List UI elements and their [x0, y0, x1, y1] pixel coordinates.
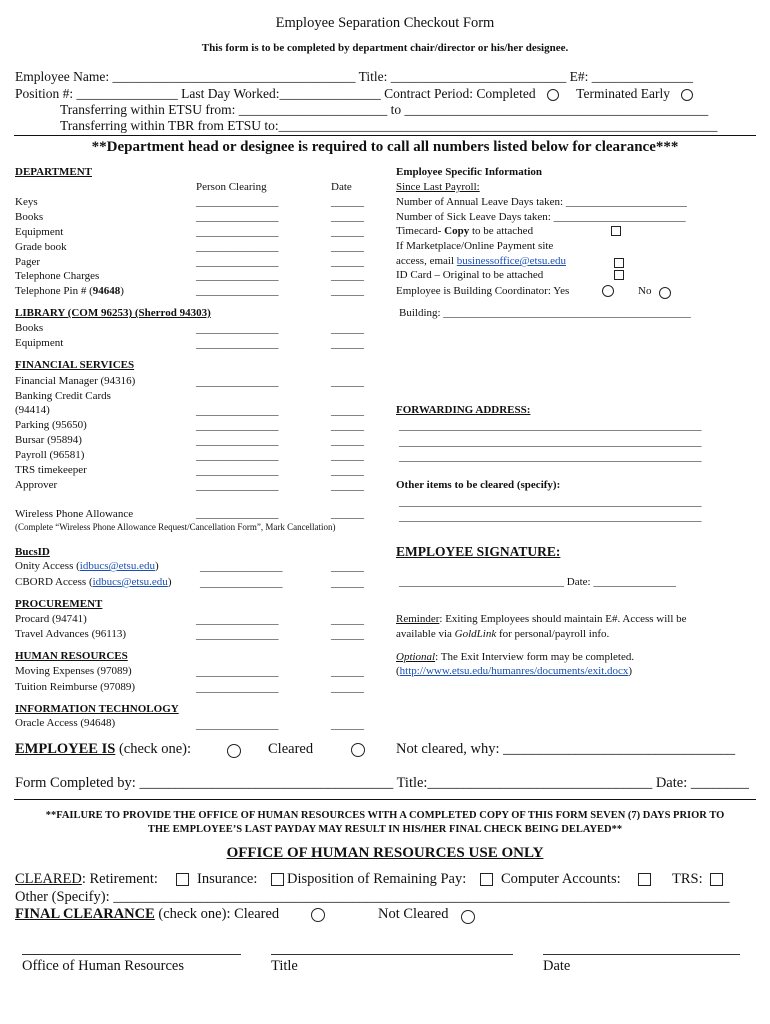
position-line: Position #: _______________ Last Day Worked:_______________ Contract Period: Completed — [15, 86, 536, 101]
date-blank[interactable]: ______ — [331, 256, 364, 268]
date-blank[interactable]: ______ — [331, 450, 364, 462]
person-blank[interactable]: _______________ — [196, 338, 279, 350]
onity-email-link[interactable]: idbucs@etsu.edu — [79, 560, 155, 572]
insurance-label: Insurance: — [197, 871, 258, 887]
person-blank[interactable]: _______________ — [196, 450, 279, 462]
transfer-tbr-field[interactable]: Transferring within TBR from ETSU to:_________________________________________________________________ — [60, 118, 718, 133]
person-blank[interactable]: _______________ — [196, 405, 279, 417]
final-cleared-label: (check one): Cleared — [154, 906, 280, 922]
financial-item: Banking Credit Cards — [15, 390, 111, 402]
url-close: ) — [628, 665, 633, 677]
marketplace-label: If Marketplace/Online Payment site — [396, 240, 554, 252]
person-blank[interactable]: _______________ — [196, 508, 279, 520]
employee-is-heading: EMPLOYEE IS — [15, 741, 116, 757]
date-label: Date — [543, 958, 571, 974]
timecard-post: to be attached — [469, 225, 534, 237]
timecard-copy: Copy — [444, 225, 470, 237]
date-blank[interactable]: ______ — [331, 338, 364, 350]
divider — [14, 799, 756, 800]
disposition-checkbox[interactable] — [480, 873, 493, 886]
date-blank[interactable]: ______ — [331, 480, 364, 492]
timecard-label — [396, 225, 533, 237]
date-blank[interactable]: ______ — [331, 577, 364, 589]
person-blank[interactable]: _______________ — [196, 196, 279, 208]
financial-item: Approver — [15, 479, 58, 491]
access-pre: access, email — [396, 255, 457, 267]
financial-item: Parking (95650) — [15, 419, 87, 431]
failure-notice-line-1: **FAILURE TO PROVIDE THE OFFICE OF HUMAN RESOURCES WITH A COMPLETED COPY OF THIS FORM SEVEN (7) DAYS PRIOR TO — [45, 810, 725, 821]
other-items-line[interactable]: _______________________________________________________ — [399, 511, 702, 523]
retirement-label: : Retirement: — [81, 871, 158, 887]
reminder-text — [396, 613, 687, 625]
procurement-heading: PROCUREMENT — [15, 598, 103, 610]
dept-item-books: Books — [15, 211, 44, 223]
dept-item-equipment: Equipment — [15, 226, 64, 238]
financial-heading: FINANCIAL SERVICES — [15, 359, 135, 371]
cleared-row — [15, 871, 158, 888]
form-completed-by-field[interactable]: Form Completed by: ___________________________________ Title:_______________________________ Date: ________ — [15, 775, 749, 791]
date-blank[interactable]: ______ — [331, 241, 364, 253]
title-signature-line[interactable] — [271, 954, 513, 955]
date-blank[interactable]: ______ — [331, 719, 364, 731]
it-item: Oracle Access (94648) — [15, 717, 116, 729]
annual-leave-field[interactable]: Number of Annual Leave Days taken: ______________________ — [396, 196, 687, 208]
date-blank[interactable]: ______ — [331, 285, 364, 297]
date-blank[interactable]: ______ — [331, 629, 364, 641]
exit-interview-link[interactable]: http://www.etsu.edu/humanres/documents/exit.docx — [399, 665, 629, 677]
financial-item: (94414) — [15, 404, 50, 416]
person-blank[interactable]: _______________ — [196, 376, 279, 388]
not-cleared-radio[interactable] — [351, 743, 365, 757]
retirement-checkbox[interactable] — [176, 873, 189, 886]
date-blank[interactable]: ______ — [331, 323, 364, 335]
person-blank[interactable]: _______________ — [196, 465, 279, 477]
wireless-note: (Complete “Wireless Phone Allowance Request/Cancellation Form”, Mark Cancellation) — [15, 522, 336, 532]
cbord-label: CBORD Access ( — [15, 576, 93, 588]
goldlink-text: GoldLink — [454, 628, 497, 640]
employee-is-label — [15, 741, 191, 758]
person-blank[interactable]: _______________ — [196, 420, 279, 432]
computer-accounts-label: Computer Accounts: — [501, 871, 621, 887]
not-cleared-field[interactable]: Not cleared, why: ________________________________ — [396, 741, 736, 757]
date-blank[interactable]: ______ — [331, 405, 364, 417]
person-blank[interactable]: _______________ — [196, 211, 279, 223]
id-card-label: ID Card – Original to be attached — [396, 269, 544, 281]
timecard-pre: Timecard- — [396, 225, 445, 237]
pin-label: Telephone Pin # ( — [15, 285, 93, 297]
onity-label: Onity Access ( — [15, 560, 80, 572]
person-blank[interactable]: _______________ — [196, 629, 279, 641]
date-blank[interactable]: ______ — [331, 508, 364, 520]
financial-item: Financial Manager (94316) — [15, 375, 136, 387]
transfer-etsu-field[interactable]: Transferring within ETSU from: ______________________ to _____________________________________________ — [60, 102, 709, 117]
reminder-label: Reminder — [396, 613, 440, 625]
final-not-cleared-radio[interactable] — [461, 910, 475, 924]
financial-item: TRS timekeeper — [15, 464, 87, 476]
date-blank[interactable]: ______ — [331, 561, 364, 573]
date-blank[interactable]: ______ — [331, 465, 364, 477]
insurance-checkbox[interactable] — [271, 873, 284, 886]
hr-use-only-heading: OFFICE OF HUMAN RESOURCES USE ONLY — [226, 845, 544, 861]
reminder-text-2 — [396, 628, 609, 640]
optional-label: Optional — [396, 651, 436, 663]
other-specify-field[interactable]: Other (Specify): _____________________________________________________________________________________ — [15, 889, 730, 905]
person-blank[interactable]: _______________ — [196, 241, 279, 253]
cleared-label: Cleared — [268, 741, 314, 757]
cleared-label: CLEARED — [15, 871, 82, 887]
business-office-email-link[interactable]: businessoffice@etsu.edu — [456, 255, 566, 267]
financial-item: Payroll (96581) — [15, 449, 85, 461]
completed-radio[interactable] — [547, 89, 559, 101]
failure-notice-line-2: THE EMPLOYEE’S LAST PAYDAY MAY RESULT IN HIS/HER FINAL CHECK BEING DELAYED** — [147, 824, 623, 835]
timecard-checkbox[interactable] — [611, 226, 621, 236]
person-blank[interactable]: _______________ — [196, 323, 279, 335]
date-blank[interactable]: ______ — [331, 196, 364, 208]
cbord-access — [15, 576, 171, 588]
employee-name-field[interactable]: Employee Name: ____________________________________ Title: __________________________ E#: _______________ — [15, 69, 693, 84]
person-blank[interactable]: _______________ — [196, 226, 279, 238]
hr-signature-line[interactable] — [22, 954, 241, 955]
final-clearance-label: FINAL CLEARANCE — [15, 906, 155, 922]
signature-line[interactable]: ______________________________ Date: _______________ — [399, 576, 676, 588]
person-blank[interactable]: _______________ — [196, 480, 279, 492]
library-item-equipment: Equipment — [15, 337, 64, 349]
date-blank[interactable]: ______ — [331, 666, 364, 678]
sick-leave-field[interactable]: Number of Sick Leave Days taken: ________________________ — [396, 211, 686, 223]
title-label: Title — [271, 958, 298, 974]
other-items-line[interactable]: _______________________________________________________ — [399, 496, 702, 508]
access-email-label — [396, 255, 566, 267]
final-not-cleared-label: Not Cleared — [378, 906, 449, 922]
person-blank[interactable]: _______________ — [196, 270, 279, 282]
form-title: Employee Separation Checkout Form — [275, 15, 495, 31]
dept-item-telephone-pin — [15, 285, 124, 297]
divider — [14, 135, 756, 136]
coordinator-no-label: No — [638, 285, 652, 297]
cleared-radio[interactable] — [227, 744, 241, 758]
person-blank[interactable]: _______________ — [200, 577, 283, 589]
bucsid-heading: BucsID — [15, 546, 50, 558]
forwarding-line[interactable]: _______________________________________________________ — [399, 436, 702, 448]
person-blank[interactable]: _______________ — [196, 614, 279, 626]
position-field[interactable] — [15, 86, 693, 102]
date-blank[interactable]: ______ — [331, 211, 364, 223]
person-blank[interactable]: _______________ — [196, 682, 279, 694]
it-heading: INFORMATION TECHNOLOGY — [15, 703, 179, 715]
dept-item-gradebook: Grade book — [15, 241, 67, 253]
computer-accounts-checkbox[interactable] — [638, 873, 651, 886]
person-blank[interactable]: _______________ — [196, 666, 279, 678]
terminated-early-label: Terminated Early — [576, 86, 671, 101]
dept-item-keys: Keys — [15, 196, 38, 208]
building-coordinator-label: Employee is Building Coordinator: Yes — [396, 285, 570, 297]
form-subtitle: This form is to be completed by department chair/director or his/her designee. — [201, 42, 569, 54]
dept-item-pager: Pager — [15, 256, 41, 268]
building-field[interactable]: Building: _____________________________________________ — [399, 307, 691, 319]
url-open: ( — [396, 665, 400, 677]
coordinator-yes-radio[interactable] — [602, 285, 614, 297]
id-card-checkbox[interactable] — [614, 270, 624, 280]
person-blank[interactable]: _______________ — [200, 561, 283, 573]
cbord-close: ) — [167, 576, 172, 588]
final-cleared-radio[interactable] — [311, 908, 325, 922]
since-last-payroll: Since Last Payroll: — [396, 181, 480, 193]
date-blank[interactable]: ______ — [331, 270, 364, 282]
reminder-post: for personal/payroll info. — [496, 628, 610, 640]
person-blank[interactable]: _______________ — [196, 285, 279, 297]
pin-number: 94648 — [92, 285, 121, 297]
coordinator-no-radio[interactable] — [659, 287, 671, 299]
hr-heading: HUMAN RESOURCES — [15, 650, 128, 662]
wireless-allowance-label: Wireless Phone Allowance — [15, 508, 134, 520]
date-blank[interactable]: ______ — [331, 614, 364, 626]
forwarding-line[interactable]: _______________________________________________________ — [399, 420, 702, 432]
optional-text — [396, 651, 634, 663]
procurement-item: Travel Advances (96113) — [15, 628, 126, 640]
forwarding-line[interactable]: _______________________________________________________ — [399, 451, 702, 463]
hr-item: Tuition Reimburse (97089) — [15, 681, 135, 693]
office-of-hr-label: Office of Human Resources — [22, 958, 184, 974]
date-blank[interactable]: ______ — [331, 376, 364, 388]
date-blank[interactable]: ______ — [331, 682, 364, 694]
trs-checkbox[interactable] — [710, 873, 723, 886]
reminder-pre: available via — [396, 628, 455, 640]
marketplace-checkbox[interactable] — [614, 258, 624, 268]
onity-close: ) — [154, 560, 159, 572]
date-blank[interactable]: ______ — [331, 226, 364, 238]
cbord-email-link[interactable]: idbucs@etsu.edu — [92, 576, 168, 588]
employee-signature-heading: EMPLOYEE SIGNATURE: — [396, 544, 561, 559]
date-blank[interactable]: ______ — [331, 420, 364, 432]
terminated-early-radio[interactable] — [681, 89, 693, 101]
forwarding-heading: FORWARDING ADDRESS: — [396, 404, 531, 416]
date-signature-line[interactable] — [543, 954, 740, 955]
onity-access — [15, 560, 159, 572]
check-one-label: (check one): — [115, 741, 191, 757]
final-clearance-row — [15, 906, 279, 923]
department-heading: DEPARTMENT — [15, 166, 93, 178]
trs-label: TRS: — [672, 871, 703, 887]
financial-item: Bursar (95894) — [15, 434, 82, 446]
clearance-notice: **Department head or designee is required to call all numbers listed below for clearance*** — [91, 139, 679, 155]
person-blank[interactable]: _______________ — [196, 719, 279, 731]
person-clearing-header: Person Clearing — [196, 181, 267, 193]
person-blank[interactable]: _______________ — [196, 435, 279, 447]
reminder-body: : Exiting Employees should maintain E#. Access will be — [439, 613, 687, 625]
hr-item: Moving Expenses (97089) — [15, 665, 132, 677]
date-blank[interactable]: ______ — [331, 435, 364, 447]
date-header: Date — [331, 181, 352, 193]
disposition-label: Disposition of Remaining Pay: — [287, 871, 467, 887]
employee-specific-heading: Employee Specific Information — [396, 166, 543, 178]
pin-close: ) — [120, 285, 124, 297]
library-item-books: Books — [15, 322, 44, 334]
library-heading: LIBRARY (COM 96253) (Sherrod 94303) — [15, 307, 211, 319]
other-items-heading: Other items to be cleared (specify): — [396, 479, 561, 491]
exit-interview-url — [396, 665, 632, 677]
optional-body: : The Exit Interview form may be completed. — [435, 651, 635, 663]
dept-item-telephone-charges: Telephone Charges — [15, 270, 100, 282]
procurement-item: Procard (94741) — [15, 613, 87, 625]
person-blank[interactable]: _______________ — [196, 256, 279, 268]
